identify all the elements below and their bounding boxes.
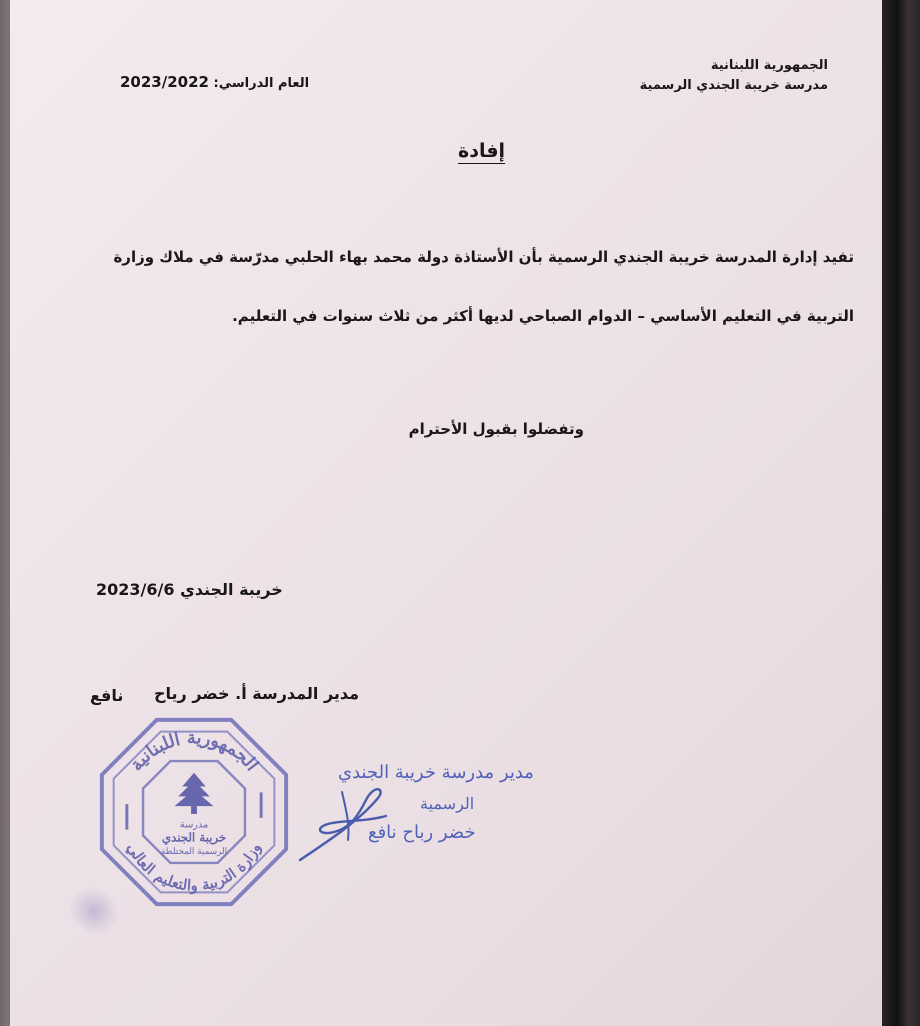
ink-stamp-line-1: مدير مدرسة خريبة الجندي bbox=[338, 762, 534, 783]
signature bbox=[290, 770, 400, 870]
header-republic: الجمهورية اللبنانية bbox=[710, 58, 828, 73]
ink-stamp-line-3: خضر رباح نافع bbox=[368, 822, 476, 843]
seal-right-mark bbox=[260, 792, 263, 817]
school-seal bbox=[96, 714, 292, 910]
principal-name-line-2: نافع bbox=[90, 686, 124, 705]
closing-line: وتفضلوا بقبول الأحترام bbox=[408, 420, 584, 438]
body-line-1: تفيد إدارة المدرسة خريبة الجندي الرسمية بأن الأستاذة دولة محمد بهاء الحلبي مدرّسة في ملاك وزارة bbox=[113, 248, 854, 266]
seal-left-mark bbox=[125, 804, 128, 829]
seal-top-arc: الجمهورية اللبنانية bbox=[125, 727, 263, 776]
body-line-2: التربية في التعليم الأساسي – الدوام الصباحي لديها أكثر من ثلاث سنوات في التعليم. bbox=[232, 307, 854, 325]
academic-year-label: العام الدراسي: bbox=[213, 76, 310, 91]
header-school: مدرسة خريبة الجندي الرسمية bbox=[639, 78, 828, 93]
date: 2023/6/6 bbox=[96, 580, 175, 599]
background-edge bbox=[882, 0, 920, 1026]
academic-year bbox=[120, 73, 309, 91]
seal-bottom-arc: وزارة التربية والتعليم العالي bbox=[123, 840, 265, 895]
svg-text:الجمهورية اللبنانية bbox=[126, 727, 263, 775]
seal-center-3: الرسمية المختلطة bbox=[160, 847, 228, 858]
academic-year-value: 2023/2022 bbox=[120, 73, 209, 91]
place: خريبة الجندي bbox=[180, 580, 283, 599]
ink-stamp-line-2: الرسمية bbox=[420, 794, 475, 813]
cedar-icon bbox=[174, 773, 213, 814]
seal-center-2: خريبة الجندي bbox=[161, 830, 227, 845]
place-date bbox=[96, 580, 283, 599]
principal-name-line-1: مدير المدرسة أ. خضر رياح bbox=[154, 684, 360, 703]
page-title: إفادة bbox=[458, 140, 506, 162]
seal-center-1: مدرسة bbox=[179, 819, 209, 831]
